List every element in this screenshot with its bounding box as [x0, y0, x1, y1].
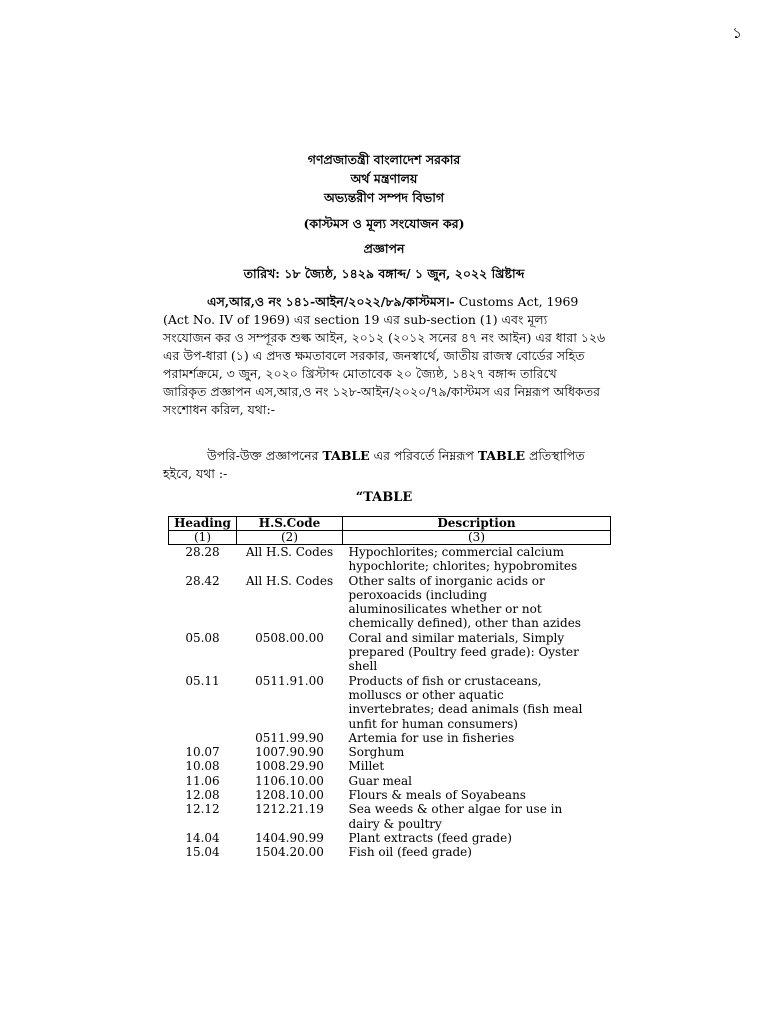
para-line-2: (Act No. IV of 1969) এর section 19 এর sub-section (1) এবং মূল্য — [163, 312, 548, 327]
cell-hscode: 1504.20.00 — [255, 845, 324, 860]
header-ministry: অর্থ মন্ত্রণালয় — [350, 171, 418, 186]
para-line-5: পরামর্শক্রমে, ৩ জুন, ২০২০ খ্রিস্টাব্দ মোতাবেক ২০ জ্যৈষ্ঠ, ১৪২৭ বঙ্গাব্দ তারিখে — [163, 366, 557, 381]
table-row — [169, 845, 611, 859]
cell-description — [343, 545, 611, 574]
description-line: prepared (Poultry feed grade): Oyster — [348, 645, 579, 660]
table-row — [169, 831, 611, 845]
description-line: dairy & poultry — [348, 816, 442, 831]
para-line-7: সংশোধন করিল, যথা:- — [163, 402, 275, 417]
para-line-1: Customs Act, 1969 — [454, 294, 579, 309]
table-body — [169, 545, 611, 860]
cell-hscode: 0511.91.00 — [255, 673, 324, 688]
cell-heading: 14.04 — [185, 830, 220, 845]
para-line-4: এর উপ-ধারা (১) এ প্রদত্ত ক্ষমতাবলে সরকার, জনস্বার্থে, জাতীয় রাজস্ব বোর্ডের সহিত — [163, 348, 585, 363]
table-row — [169, 574, 611, 631]
cell-description — [343, 845, 611, 859]
table-word-1: TABLE — [322, 448, 370, 463]
col-index-1: (1) — [169, 531, 237, 545]
cell-description — [343, 774, 611, 788]
header-notification: প্রজ্ঞাপন — [363, 241, 405, 256]
description-line: Millet — [348, 759, 385, 774]
cell-description — [343, 731, 611, 745]
col-index-3: (3) — [343, 531, 611, 545]
table-word-2: TABLE — [477, 448, 526, 463]
cell-heading — [169, 731, 237, 745]
description-line: Other salts of inorganic acids or — [348, 573, 545, 588]
cell-hscode: 1106.10.00 — [255, 773, 324, 788]
cell-heading: 12.08 — [185, 788, 220, 803]
cell-hscode: All H.S. Codes — [245, 573, 334, 588]
cell-heading: 05.11 — [185, 673, 220, 688]
col-index-2: (2) — [237, 531, 343, 545]
table-title: “TABLE — [355, 490, 413, 505]
description-line: Products of fish or crustaceans, — [348, 673, 542, 688]
description-line: Artemia for use in fisheries — [348, 730, 515, 745]
description-line: hypochlorite; chlorites; hypobromites — [348, 559, 578, 574]
description-line: peroxoacids (including — [348, 587, 488, 602]
cell-description — [343, 745, 611, 759]
cell-hscode: 1404.90.99 — [255, 830, 324, 845]
cell-hscode: 0508.00.00 — [255, 630, 324, 645]
cell-hscode: 1008.29.90 — [255, 759, 324, 774]
description-line: Sea weeds & other algae for use in — [348, 802, 563, 817]
cell-hscode: 1208.10.00 — [255, 788, 324, 803]
cell-heading: 15.04 — [185, 845, 220, 860]
table-row — [169, 674, 611, 731]
cell-heading: 05.08 — [185, 630, 220, 645]
replace-line-2: হইবে, যথা :- — [163, 466, 228, 481]
header-wing: (কাস্টমস ও মূল্য সংযোজন কর) — [303, 216, 465, 231]
cell-heading: 10.07 — [185, 745, 220, 760]
replace-text-2: এর পরিবর্তে নিম্নরূপ — [369, 448, 478, 463]
table-row — [169, 788, 611, 802]
cell-heading: 10.08 — [185, 759, 220, 774]
description-line: molluscs or other aquatic — [348, 687, 504, 702]
description-line: Fish oil (feed grade) — [348, 845, 472, 860]
description-line: unfit for human consumers) — [348, 716, 518, 731]
description-line: invertebrates; dead animals (fish meal — [348, 702, 583, 717]
replace-text-3: প্রতিস্থাপিত — [525, 448, 585, 463]
header-date: তারিখ: ১৮ জ্যৈষ্ঠ, ১৪২৯ বঙ্গাব্দ/ ১ জুন, ২০২২ খ্রিষ্টাব্দ — [243, 266, 525, 281]
col-header-description: Description — [343, 517, 611, 531]
page-number: ১ — [732, 24, 742, 42]
table-row — [169, 545, 611, 574]
hs-code-table — [168, 516, 611, 860]
cell-hscode: 0511.99.90 — [255, 730, 324, 745]
cell-description — [343, 802, 611, 831]
cell-hscode: 1007.90.90 — [255, 745, 324, 760]
cell-heading: 28.28 — [185, 545, 220, 559]
replace-text-1: উপরি-উক্ত প্রজ্ঞাপনের — [207, 448, 323, 463]
cell-description — [343, 674, 611, 731]
col-header-heading: Heading — [169, 517, 237, 531]
cell-hscode: 1212.21.19 — [255, 802, 324, 817]
table-row — [169, 745, 611, 759]
cell-description — [343, 631, 611, 674]
cell-heading: 12.12 — [185, 802, 220, 817]
cell-description — [343, 831, 611, 845]
table-row — [169, 631, 611, 674]
description-line: Hypochlorites; commercial calcium — [348, 545, 564, 559]
table-index-row — [169, 531, 611, 545]
cell-hscode: All H.S. Codes — [245, 545, 334, 559]
replacement-paragraph — [163, 447, 606, 483]
cell-description — [343, 759, 611, 773]
col-header-hscode: H.S.Code — [237, 517, 343, 531]
table-row — [169, 759, 611, 773]
description-line: chemically defined), other than azides — [348, 616, 581, 631]
cell-heading: 28.42 — [185, 573, 220, 588]
cell-heading: 11.06 — [185, 773, 220, 788]
description-line: Plant extracts (feed grade) — [348, 830, 512, 845]
description-line: aluminosilicates whether or not — [348, 602, 542, 617]
description-line: Guar meal — [348, 773, 412, 788]
description-line: Sorghum — [348, 745, 405, 760]
table-row — [169, 802, 611, 831]
table-row — [169, 774, 611, 788]
table-row — [169, 731, 611, 745]
description-line: shell — [348, 659, 378, 674]
description-line: Flours & meals of Soyabeans — [348, 788, 526, 803]
para-line-6: জারিকৃত প্রজ্ঞাপন এস,আর,ও নং ১২৮-আইন/২০২০/৭৯/কাস্টমস এর নিম্নরূপ অধিকতর — [163, 384, 601, 399]
notification-paragraph — [163, 293, 606, 419]
cell-description — [343, 788, 611, 802]
header-government: গণপ্রজাতন্ত্রী বাংলাদেশ সরকার — [307, 152, 461, 167]
header-division: অভ্যন্তরীণ সম্পদ বিভাগ — [323, 190, 445, 205]
table-header-row — [169, 517, 611, 531]
cell-description — [343, 574, 611, 631]
para-line-3: সংযোজন কর ও সম্পূরক শুল্ক আইন, ২০১২ (২০১২ সনের ৪৭ নং আইন) এর ধারা ১২৬ — [163, 330, 606, 345]
description-line: Coral and similar materials, Simply — [348, 630, 565, 645]
sro-reference: এস,আর,ও নং ১৪১-আইন/২০২২/৮৯/কাস্টমস।- — [207, 294, 455, 309]
